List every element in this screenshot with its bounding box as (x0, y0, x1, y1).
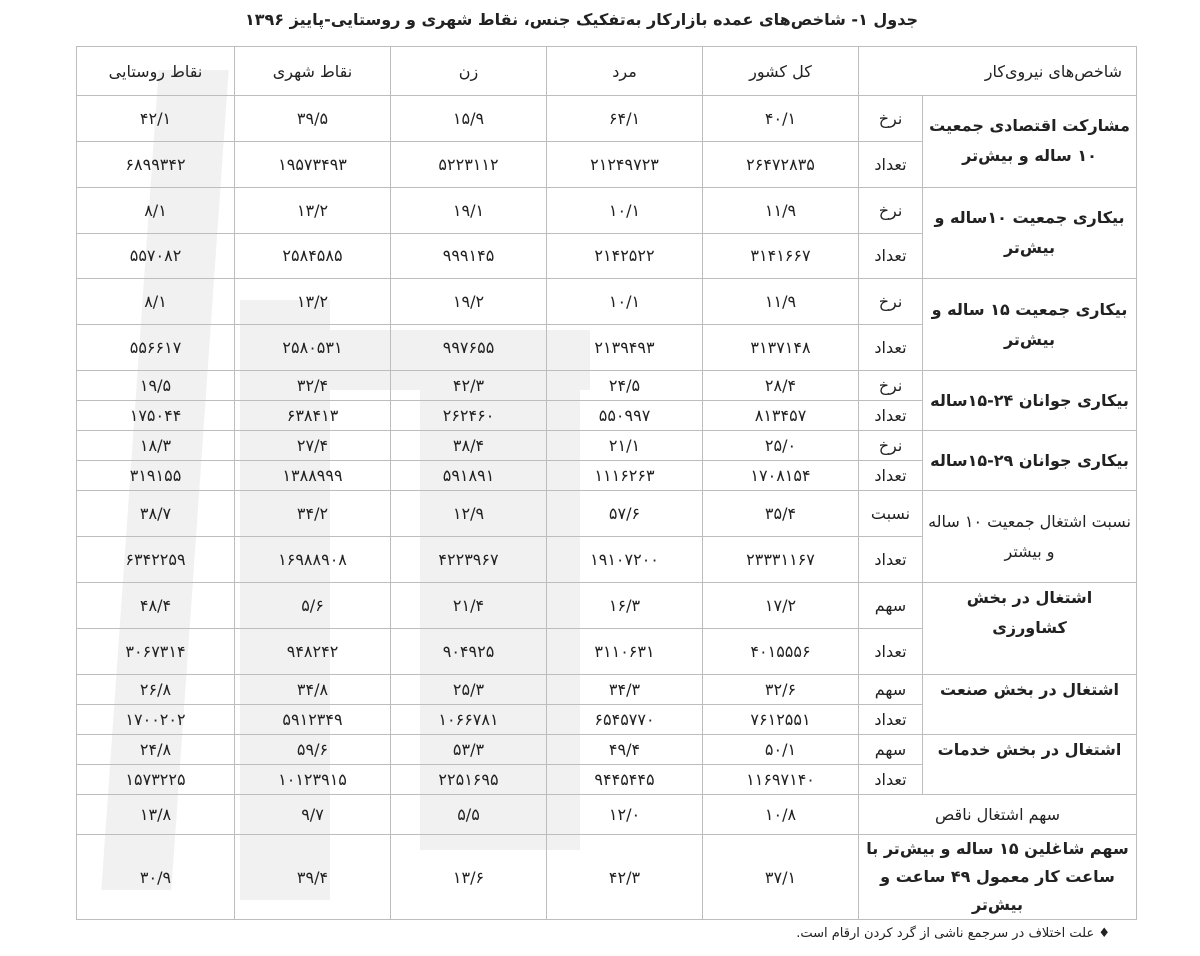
cell-total: ۴۰/۱ (703, 96, 859, 142)
row-type: نرخ (859, 96, 923, 142)
cell-female: ۱۹/۱ (391, 187, 547, 233)
indicator-label: نسبت اشتغال جمعیت ۱۰ ساله و بیشتر (923, 491, 1137, 583)
cell-male: ۵۵۰۹۹۷ (547, 401, 703, 431)
cell-rural: ۸/۱ (77, 279, 235, 325)
cell-female: ۴۲/۳ (391, 371, 547, 401)
column-header: کل کشور (703, 47, 859, 96)
cell-rural: ۴۲/۱ (77, 96, 235, 142)
indicator-label: سهم اشتغال ناقص (859, 795, 1137, 835)
cell-urban: ۳۲/۴ (235, 371, 391, 401)
labor-market-table (76, 46, 1137, 920)
row-type: سهم (859, 674, 923, 704)
row-type: سهم (859, 734, 923, 764)
cell-female: ۲۱/۴ (391, 583, 547, 629)
cell-total: ۳۲/۶ (703, 674, 859, 704)
cell-female: ۵۹۱۸۹۱ (391, 461, 547, 491)
cell-urban: ۱۳۸۸۹۹۹ (235, 461, 391, 491)
cell-rural: ۳۱۹۱۵۵ (77, 461, 235, 491)
cell-male: ۱۰/۱ (547, 279, 703, 325)
cell-rural: ۶۳۴۲۲۵۹ (77, 537, 235, 583)
row-type: نرخ (859, 371, 923, 401)
cell-female: ۱۵/۹ (391, 96, 547, 142)
cell-rural: ۲۶/۸ (77, 674, 235, 704)
table-row (77, 371, 1137, 401)
cell-female: ۹۰۴۹۲۵ (391, 628, 547, 674)
cell-urban: ۹/۷ (235, 795, 391, 835)
cell-total: ۳۷/۱ (703, 835, 859, 920)
cell-male: ۲۱۴۲۵۲۲ (547, 233, 703, 279)
cell-female: ۵۳/۳ (391, 734, 547, 764)
cell-urban: ۳۹/۴ (235, 835, 391, 920)
indicator-label: بیکاری جمعیت ۱۰ساله و بیش‌تر (923, 187, 1137, 279)
cell-total: ۸۱۳۴۵۷ (703, 401, 859, 431)
cell-urban: ۱۶۹۸۸۹۰۸ (235, 537, 391, 583)
column-header: شاخص‌های نیروی‌کار (859, 47, 1137, 96)
cell-male: ۶۵۴۵۷۷۰ (547, 704, 703, 734)
cell-male: ۲۱۳۹۴۹۳ (547, 325, 703, 371)
cell-rural: ۳۰۶۷۳۱۴ (77, 628, 235, 674)
cell-total: ۵۰/۱ (703, 734, 859, 764)
cell-urban: ۳۴/۲ (235, 491, 391, 537)
indicator-label: سهم شاغلین ۱۵ ساله و بیش‌تر با ساعت کار معمول ۴۹ ساعت و بیش‌تر (859, 835, 1137, 920)
cell-rural: ۱۸/۳ (77, 431, 235, 461)
cell-male: ۴۹/۴ (547, 734, 703, 764)
cell-rural: ۵۵۶۶۱۷ (77, 325, 235, 371)
cell-total: ۲۶۴۷۲۸۳۵ (703, 141, 859, 187)
cell-total: ۳۱۴۱۶۶۷ (703, 233, 859, 279)
cell-male: ۱۶/۳ (547, 583, 703, 629)
cell-urban: ۱۳/۲ (235, 279, 391, 325)
cell-female: ۳۸/۴ (391, 431, 547, 461)
cell-total: ۱۱۶۹۷۱۴۰ (703, 764, 859, 794)
cell-urban: ۱۰۱۲۳۹۱۵ (235, 764, 391, 794)
cell-male: ۱۹۱۰۷۲۰۰ (547, 537, 703, 583)
cell-male: ۱۲/۰ (547, 795, 703, 835)
table-row (77, 279, 1137, 325)
cell-rural: ۱۷۵۰۴۴ (77, 401, 235, 431)
cell-total: ۳۱۳۷۱۴۸ (703, 325, 859, 371)
cell-urban: ۵/۶ (235, 583, 391, 629)
cell-total: ۲۳۳۳۱۱۶۷ (703, 537, 859, 583)
column-header: زن (391, 47, 547, 96)
cell-male: ۱۱۱۶۲۶۳ (547, 461, 703, 491)
cell-urban: ۱۳/۲ (235, 187, 391, 233)
cell-urban: ۱۹۵۷۳۴۹۳ (235, 141, 391, 187)
indicator-label: اشتغال در بخش صنعت (923, 674, 1137, 734)
cell-male: ۳۴/۳ (547, 674, 703, 704)
table-header-row (77, 47, 1137, 96)
table-row (77, 674, 1137, 704)
indicator-label: اشتغال در بخش کشاورزی (923, 583, 1137, 675)
cell-male: ۶۴/۱ (547, 96, 703, 142)
row-type: تعداد (859, 233, 923, 279)
cell-male: ۲۴/۵ (547, 371, 703, 401)
row-type: نرخ (859, 187, 923, 233)
indicator-label: اشتغال در بخش خدمات (923, 734, 1137, 794)
cell-female: ۲۶۲۴۶۰ (391, 401, 547, 431)
cell-urban: ۳۴/۸ (235, 674, 391, 704)
cell-rural: ۲۴/۸ (77, 734, 235, 764)
cell-urban: ۵۹/۶ (235, 734, 391, 764)
cell-urban: ۹۴۸۲۴۲ (235, 628, 391, 674)
cell-female: ۹۹۹۱۴۵ (391, 233, 547, 279)
cell-total: ۲۸/۴ (703, 371, 859, 401)
cell-urban: ۵۹۱۲۳۴۹ (235, 704, 391, 734)
cell-rural: ۱۳/۸ (77, 795, 235, 835)
cell-female: ۲۵/۳ (391, 674, 547, 704)
cell-total: ۴۰۱۵۵۵۶ (703, 628, 859, 674)
cell-urban: ۳۹/۵ (235, 96, 391, 142)
cell-total: ۱۷/۲ (703, 583, 859, 629)
row-type: نرخ (859, 279, 923, 325)
indicator-label: بیکاری جمعیت ۱۵ ساله و بیش‌تر (923, 279, 1137, 371)
table-row (77, 491, 1137, 537)
cell-rural: ۱۹/۵ (77, 371, 235, 401)
cell-total: ۱۱/۹ (703, 279, 859, 325)
cell-urban: ۲۷/۴ (235, 431, 391, 461)
cell-male: ۳۱۱۰۶۳۱ (547, 628, 703, 674)
table-row (77, 431, 1137, 461)
cell-female: ۵۲۲۳۱۱۲ (391, 141, 547, 187)
cell-rural: ۱۷۰۰۲۰۲ (77, 704, 235, 734)
cell-total: ۱۰/۸ (703, 795, 859, 835)
table-row (77, 583, 1137, 629)
cell-rural: ۳۰/۹ (77, 835, 235, 920)
cell-rural: ۳۸/۷ (77, 491, 235, 537)
cell-female: ۵/۵ (391, 795, 547, 835)
table-row (77, 96, 1137, 142)
cell-male: ۲۱۲۴۹۷۲۳ (547, 141, 703, 187)
row-type: تعداد (859, 628, 923, 674)
row-type: نسبت (859, 491, 923, 537)
row-type: تعداد (859, 537, 923, 583)
row-type: تعداد (859, 704, 923, 734)
cell-female: ۱۳/۶ (391, 835, 547, 920)
column-header: مرد (547, 47, 703, 96)
cell-female: ۱۰۶۶۷۸۱ (391, 704, 547, 734)
column-header: نقاط روستایی (77, 47, 235, 96)
row-type: تعداد (859, 401, 923, 431)
cell-urban: ۶۳۸۴۱۳ (235, 401, 391, 431)
cell-male: ۲۱/۱ (547, 431, 703, 461)
cell-rural: ۴۸/۴ (77, 583, 235, 629)
indicator-label: بیکاری جوانان ۲۴-۱۵ساله (923, 371, 1137, 431)
cell-urban: ۲۵۸۴۵۸۵ (235, 233, 391, 279)
row-type: نرخ (859, 431, 923, 461)
cell-rural: ۵۵۷۰۸۲ (77, 233, 235, 279)
row-type: سهم (859, 583, 923, 629)
cell-rural: ۱۵۷۳۲۲۵ (77, 764, 235, 794)
cell-female: ۲۲۵۱۶۹۵ (391, 764, 547, 794)
table-row (77, 835, 1137, 920)
table-row (77, 795, 1137, 835)
cell-total: ۱۱/۹ (703, 187, 859, 233)
indicator-label: بیکاری جوانان ۲۹-۱۵ساله (923, 431, 1137, 491)
row-type: تعداد (859, 325, 923, 371)
row-type: تعداد (859, 461, 923, 491)
cell-male: ۹۴۴۵۴۴۵ (547, 764, 703, 794)
row-type: تعداد (859, 141, 923, 187)
cell-male: ۴۲/۳ (547, 835, 703, 920)
cell-female: ۴۲۲۳۹۶۷ (391, 537, 547, 583)
cell-rural: ۶۸۹۹۳۴۲ (77, 141, 235, 187)
cell-total: ۱۷۰۸۱۵۴ (703, 461, 859, 491)
cell-female: ۹۹۷۶۵۵ (391, 325, 547, 371)
table-row (77, 187, 1137, 233)
column-header: نقاط شهری (235, 47, 391, 96)
cell-urban: ۲۵۸۰۵۳۱ (235, 325, 391, 371)
footnote: ♦ علت اختلاف در سرجمع ناشی از گرد کردن ارقام است. (796, 926, 1110, 941)
cell-total: ۲۵/۰ (703, 431, 859, 461)
cell-total: ۳۵/۴ (703, 491, 859, 537)
cell-male: ۱۰/۱ (547, 187, 703, 233)
page-title: جدول ۱- شاخص‌های عمده بازارکار به‌تفکیک جنس، نقاط شهری و روستایی-پاییز ۱۳۹۶ (245, 10, 918, 29)
cell-total: ۷۶۱۲۵۵۱ (703, 704, 859, 734)
cell-female: ۱۲/۹ (391, 491, 547, 537)
table-row (77, 734, 1137, 764)
cell-male: ۵۷/۶ (547, 491, 703, 537)
cell-female: ۱۹/۲ (391, 279, 547, 325)
indicator-label: مشارکت اقتصادی جمعیت ۱۰ ساله و بیش‌تر (923, 96, 1137, 188)
row-type: تعداد (859, 764, 923, 794)
cell-rural: ۸/۱ (77, 187, 235, 233)
